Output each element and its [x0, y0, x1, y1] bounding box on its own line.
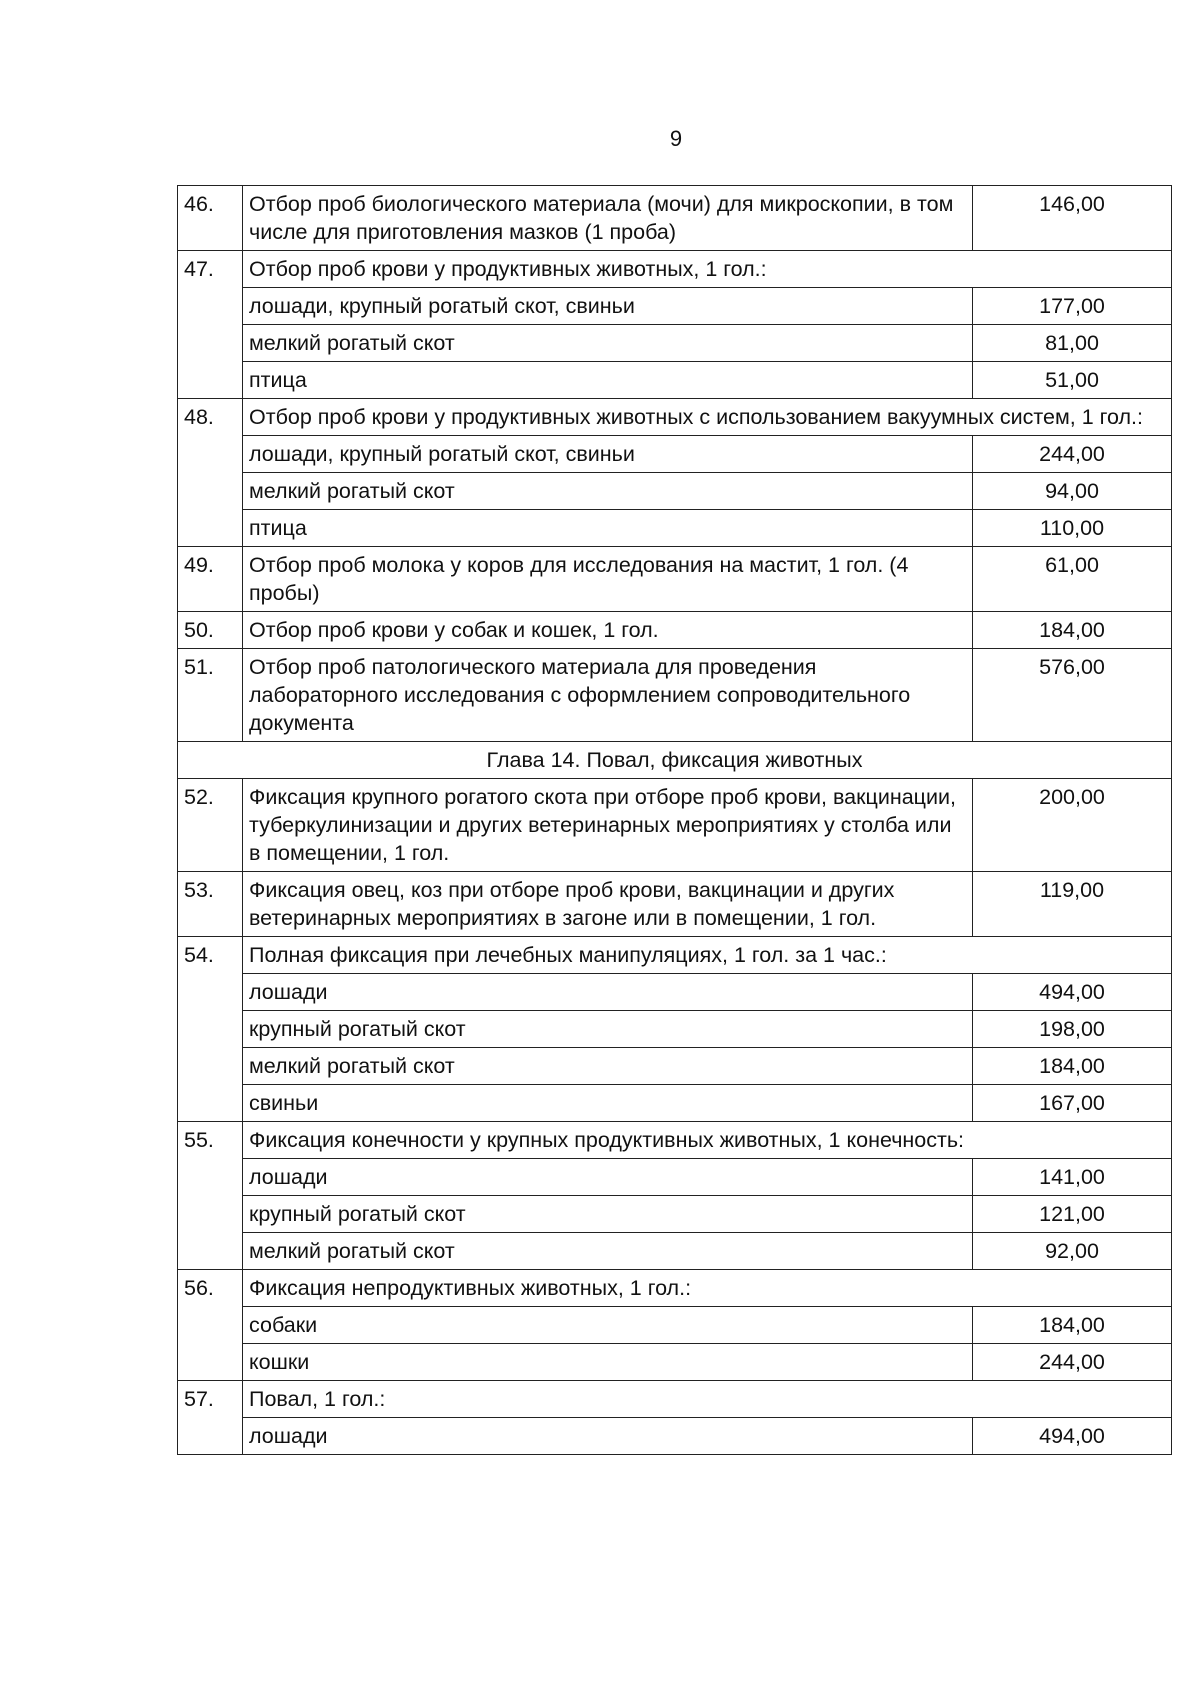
- sub-row: [178, 1085, 1172, 1122]
- table-row: [178, 251, 1172, 288]
- item-number: 51.: [178, 649, 243, 742]
- sub-item-description: мелкий рогатый скот: [243, 1048, 973, 1085]
- sub-row: [178, 1418, 1172, 1455]
- sub-item-description: лошади: [243, 1159, 973, 1196]
- item-price: 119,00: [973, 872, 1172, 937]
- item-description: Фиксация овец, коз при отборе проб крови, вакцинации и других ветеринарных мероприятиях в загоне или в помещении, 1 гол.: [243, 872, 973, 937]
- item-number: 57.: [178, 1381, 243, 1455]
- sub-row: [178, 473, 1172, 510]
- sub-row: [178, 362, 1172, 399]
- sub-item-description: мелкий рогатый скот: [243, 1233, 973, 1270]
- item-description: Отбор проб молока у коров для исследования на мастит, 1 гол. (4 пробы): [243, 547, 973, 612]
- sub-row: [178, 1233, 1172, 1270]
- item-number: 56.: [178, 1270, 243, 1381]
- sub-item-price: 110,00: [973, 510, 1172, 547]
- item-description: Отбор проб патологического материала для проведения лабораторного исследования с оформлением сопроводительного документа: [243, 649, 973, 742]
- sub-row: [178, 974, 1172, 1011]
- sub-item-description: лошади: [243, 1418, 973, 1455]
- sub-row: [178, 1344, 1172, 1381]
- chapter-row: [178, 742, 1172, 779]
- item-description: Фиксация крупного рогатого скота при отборе проб крови, вакцинации, туберкулинизации и других ветеринарных мероприятиях у столба или в помещении, 1 гол.: [243, 779, 973, 872]
- price-table: [177, 185, 1172, 1455]
- sub-item-description: лошади: [243, 974, 973, 1011]
- table-row: [178, 872, 1172, 937]
- table-row: [178, 186, 1172, 251]
- item-number: 50.: [178, 612, 243, 649]
- table-row: [178, 1122, 1172, 1159]
- sub-item-description: крупный рогатый скот: [243, 1011, 973, 1048]
- item-price: 61,00: [973, 547, 1172, 612]
- sub-row: [178, 288, 1172, 325]
- sub-item-description: мелкий рогатый скот: [243, 325, 973, 362]
- item-price: 200,00: [973, 779, 1172, 872]
- sub-row: [178, 436, 1172, 473]
- sub-item-price: 177,00: [973, 288, 1172, 325]
- sub-item-description: птица: [243, 510, 973, 547]
- page-number: 9: [669, 126, 683, 151]
- item-description: Отбор проб крови у собак и кошек, 1 гол.: [243, 612, 973, 649]
- sub-item-price: 141,00: [973, 1159, 1172, 1196]
- sub-item-price: 121,00: [973, 1196, 1172, 1233]
- sub-item-price: 244,00: [973, 1344, 1172, 1381]
- sub-row: [178, 325, 1172, 362]
- sub-item-description: свиньи: [243, 1085, 973, 1122]
- item-number: 47.: [178, 251, 243, 399]
- item-number: 54.: [178, 937, 243, 1122]
- item-number: 46.: [178, 186, 243, 251]
- sub-item-price: 184,00: [973, 1048, 1172, 1085]
- item-number: 53.: [178, 872, 243, 937]
- table-row: [178, 1270, 1172, 1307]
- item-description: Фиксация непродуктивных животных, 1 гол.:: [243, 1270, 1172, 1307]
- sub-row: [178, 1048, 1172, 1085]
- item-price: 576,00: [973, 649, 1172, 742]
- item-description: Полная фиксация при лечебных манипуляциях, 1 гол. за 1 час.:: [243, 937, 1172, 974]
- chapter-title: Глава 14. Повал, фиксация животных: [178, 742, 1172, 779]
- table-row: [178, 612, 1172, 649]
- sub-item-description: кошки: [243, 1344, 973, 1381]
- item-description: Отбор проб крови у продуктивных животных, 1 гол.:: [243, 251, 1172, 288]
- sub-item-price: 51,00: [973, 362, 1172, 399]
- item-description: Повал, 1 гол.:: [243, 1381, 1172, 1418]
- item-description: Фиксация конечности у крупных продуктивных животных, 1 конечность:: [243, 1122, 1172, 1159]
- sub-item-price: 184,00: [973, 1307, 1172, 1344]
- item-number: 52.: [178, 779, 243, 872]
- sub-row: [178, 1159, 1172, 1196]
- sub-row: [178, 1307, 1172, 1344]
- sub-item-description: лошади, крупный рогатый скот, свиньи: [243, 436, 973, 473]
- sub-item-description: мелкий рогатый скот: [243, 473, 973, 510]
- item-number: 49.: [178, 547, 243, 612]
- sub-row: [178, 510, 1172, 547]
- sub-item-description: крупный рогатый скот: [243, 1196, 973, 1233]
- table-row: [178, 1381, 1172, 1418]
- sub-item-price: 94,00: [973, 473, 1172, 510]
- table-row: [178, 399, 1172, 436]
- price-table-body: [178, 186, 1172, 1455]
- sub-item-price: 81,00: [973, 325, 1172, 362]
- item-number: 55.: [178, 1122, 243, 1270]
- sub-item-price: 244,00: [973, 436, 1172, 473]
- sub-item-price: 494,00: [973, 1418, 1172, 1455]
- sub-item-description: лошади, крупный рогатый скот, свиньи: [243, 288, 973, 325]
- item-price: 184,00: [973, 612, 1172, 649]
- table-row: [178, 649, 1172, 742]
- item-description: Отбор проб биологического материала (мочи) для микроскопии, в том числе для приготовления мазков (1 проба): [243, 186, 973, 251]
- sub-item-price: 92,00: [973, 1233, 1172, 1270]
- table-row: [178, 937, 1172, 974]
- item-price: 146,00: [973, 186, 1172, 251]
- sub-item-description: птица: [243, 362, 973, 399]
- sub-item-price: 494,00: [973, 974, 1172, 1011]
- item-description: Отбор проб крови у продуктивных животных с использованием вакуумных систем, 1 гол.:: [243, 399, 1172, 436]
- table-row: [178, 779, 1172, 872]
- sub-item-price: 198,00: [973, 1011, 1172, 1048]
- table-row: [178, 547, 1172, 612]
- item-number: 48.: [178, 399, 243, 547]
- sub-row: [178, 1011, 1172, 1048]
- sub-row: [178, 1196, 1172, 1233]
- sub-item-price: 167,00: [973, 1085, 1172, 1122]
- sub-item-description: собаки: [243, 1307, 973, 1344]
